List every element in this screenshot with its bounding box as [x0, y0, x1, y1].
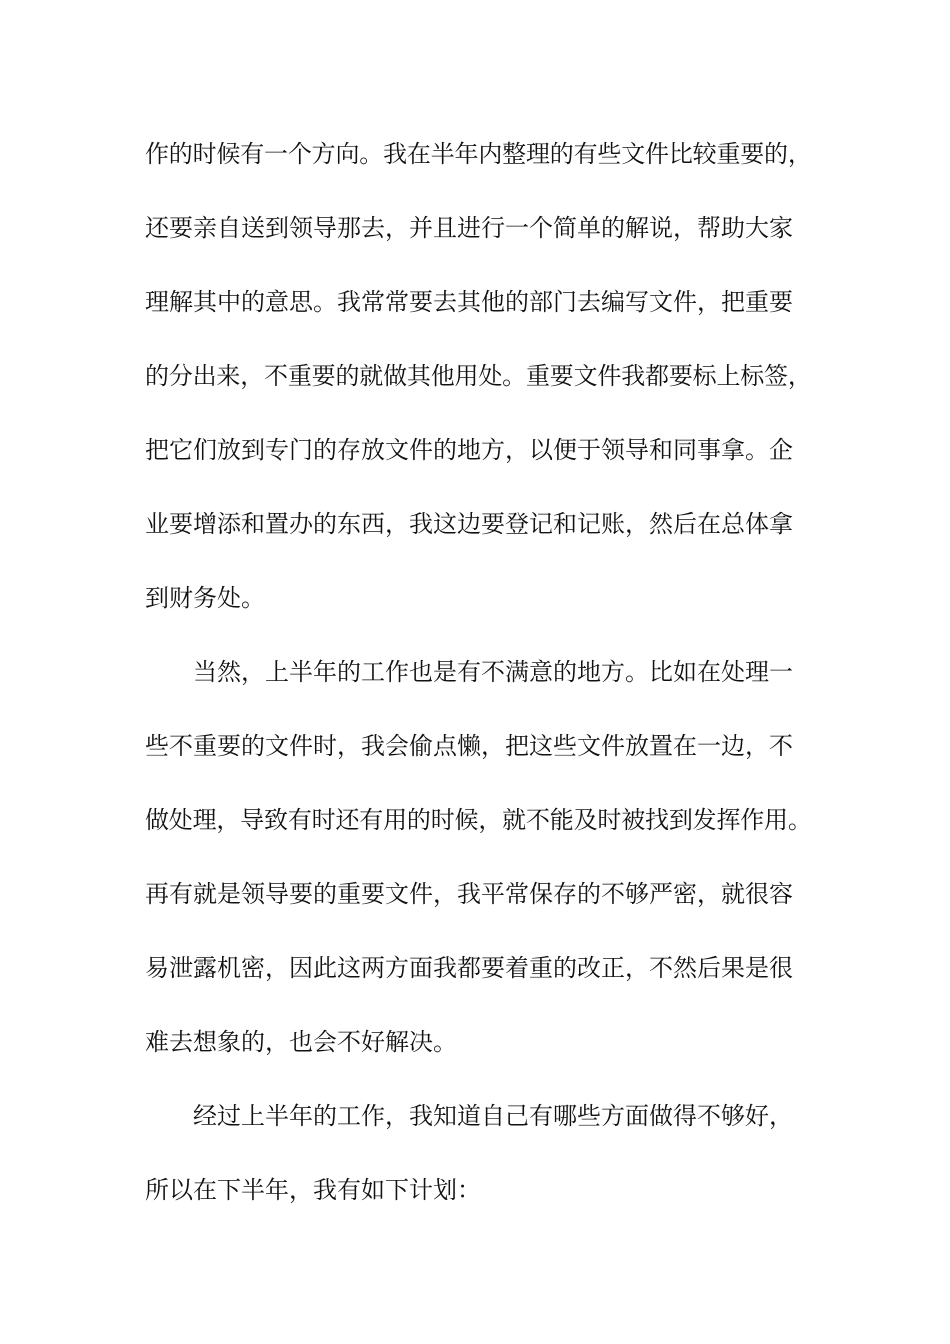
text-line: 些不重要的文件时，我会偷点懒，把这些文件放置在一边，不 [145, 732, 793, 760]
text-line: 到财务处。 [145, 584, 265, 612]
text-line: 易泄露机密，因此这两方面我都要着重的改正，不然后果是很 [145, 954, 793, 982]
text-line: 理解其中的意思。我常常要去其他的部门去编写文件，把重要 [145, 288, 793, 316]
text-line: 把它们放到专门的存放文件的地方，以便于领导和同事拿。企 [145, 436, 793, 464]
text-line: 难去想象的，也会不好解决。 [145, 1028, 457, 1056]
paragraph-first-line: 经过上半年的工作，我知道自己有哪些方面做得不够好， [193, 1102, 793, 1130]
text-line: 作的时候有一个方向。我在半年内整理的有些文件比较重要的， [145, 140, 812, 168]
text-line: 的分出来，不重要的就做其他用处。重要文件我都要标上标签， [145, 362, 812, 390]
text-line: 所以在下半年，我有如下计划： [145, 1176, 481, 1204]
paragraph-first-line: 当然，上半年的工作也是有不满意的地方。比如在处理一 [193, 658, 793, 686]
text-line: 再有就是领导要的重要文件，我平常保存的不够严密，就很容 [145, 880, 793, 908]
text-line: 还要亲自送到领导那去，并且进行一个简单的解说，帮助大家 [145, 214, 793, 242]
text-line: 业要增添和置办的东西，我这边要登记和记账，然后在总体拿 [145, 510, 793, 538]
text-line: 做处理，导致有时还有用的时候，就不能及时被找到发挥作用。 [145, 806, 812, 834]
